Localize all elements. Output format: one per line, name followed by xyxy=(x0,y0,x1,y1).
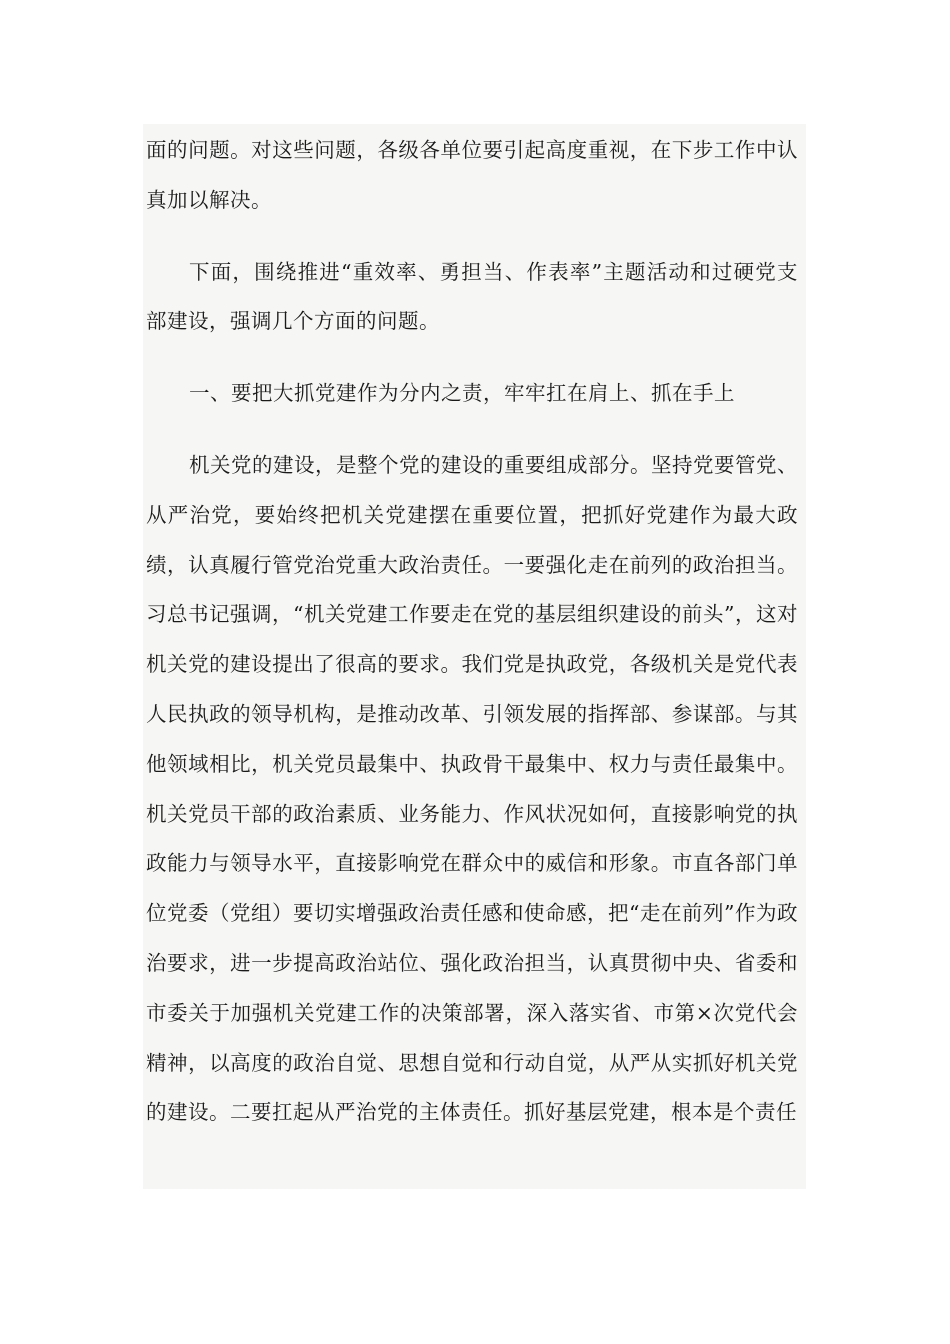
paragraph-continuation: 面的问题。对这些问题，各级各单位要引起高度重视，在下步工作中认真加以解决。 xyxy=(146,138,798,212)
paragraph-body: 机关党的建设，是整个党的建设的重要组成部分。坚持党要管党、从严治党，要始终把机关党建摆在重要位置，把抓好党建作为最大政绩，认真履行管党治党重大政治责任。一要强化走在前列的政治担当。习总书记强调，“机关党建工作要走在党的基层组织建设的前头”，这对机关党的建设提出了很高的要求。我们党是执政党，各级机关是党代表人民执政的领导机构，是推动改革、引领发展的指挥部、参谋部。与其他领域相比，机关党员最集中、执政骨干最集中、权力与责任最集中。机关党员干部的政治素质、业务能力、作风状况如何，直接影响党的执政能力与领导水平，直接影响党在群众中的威信和形象。市直各部门单位党委（党组）要切实增强政治责任感和使命感，把“走在前列”作为政治要求，进一步提高政治站位、强化政治担当，认真贯彻中央、省委和市委关于加强机关党建工作的决策部署，深入落实省、市第×次党代会精神，以高度的政治自觉、思想自觉和行动自觉，从严从实抓好机关党的建设。二要扛起从严治党的主体责任。抓好基层党建，根本是个责任 xyxy=(146,452,798,1125)
paragraph-intro: 下面，围绕推进“重效率、勇担当、作表率”主题活动和过硬党支部建设，强调几个方面的问题。 xyxy=(146,259,798,334)
section-heading: 一、要把大抓党建作为分内之责，牢牢扛在肩上、抓在手上 xyxy=(189,381,735,406)
document-body xyxy=(146,126,798,1138)
